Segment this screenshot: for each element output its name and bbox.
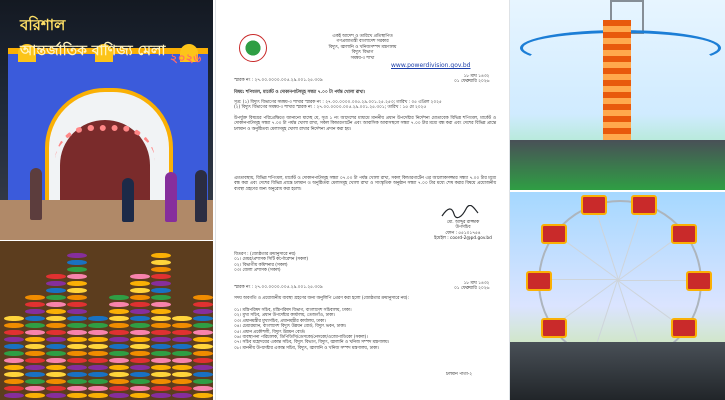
copy-item: ০২। মুখ্য সচিব, প্রধান উপদেষ্টার কার্যালয়, তেজগাঁও, ঢাকা। [234, 313, 336, 319]
bangle-stack [88, 316, 108, 400]
visitor [165, 172, 177, 222]
gondola [671, 318, 697, 338]
doc-header-line: সমন্বয়-৩ শাখা [350, 55, 375, 61]
bangle [46, 281, 66, 286]
bangle [172, 337, 192, 342]
bangle [151, 309, 171, 314]
bangle [25, 393, 45, 398]
bangle [67, 281, 87, 286]
bangle [151, 351, 171, 356]
fair-city: বরিশাল [20, 16, 66, 34]
bangle [193, 302, 213, 307]
bangle [25, 351, 45, 356]
bangle [172, 358, 192, 363]
copy-item: ০১। মন্ত্রিপরিষদ সচিব, মন্ত্রিপরিষদ বিভাগ, বাংলাদেশ সচিবালয়, ঢাকা। [234, 308, 352, 313]
bangle [193, 372, 213, 377]
bangle [67, 309, 87, 314]
bangle-stack [172, 316, 192, 400]
bangle [172, 372, 192, 377]
bangle [67, 330, 87, 335]
doc-reference: (২) বিদ্যুৎ বিভাগের সমন্বয়-৩ শাখার স্মারক নং : ২৭.০০.০০০০.০০৫.২৯.০০১.২৫.৩০১; তারিখ : ১৫ মে ২০২৫ [234, 105, 427, 111]
bangle [67, 253, 87, 258]
bangle [172, 365, 192, 370]
bangle-stall-photo [0, 241, 213, 400]
bangle [130, 330, 150, 335]
doc-subject: বিষয়: শপিংমল, মার্কেট ও দোকানপাটসমূহ সন্ধ্যা ৭.০০ টা পর্যন্ত খোলা রাখা। [234, 90, 366, 95]
bangle [130, 323, 150, 328]
bangle [88, 386, 108, 391]
bangle [130, 302, 150, 307]
bangle [109, 330, 129, 335]
bangle [193, 309, 213, 314]
distribution-item: ০২। বিভাগীয় কমিশনার (সকল) [234, 262, 288, 268]
bangle [109, 351, 129, 356]
bangle [25, 295, 45, 300]
bangle [25, 309, 45, 314]
bangle-stack [109, 295, 129, 400]
bangle [172, 344, 192, 349]
bangle [25, 323, 45, 328]
bangle [88, 379, 108, 384]
bangle [67, 358, 87, 363]
visitor [195, 170, 207, 222]
bangle [151, 288, 171, 293]
bangle-stack [151, 253, 171, 400]
copy-item: ০৬। ব্যবস্থাপনা পরিচালক, ডিপিডিসি/ডেসকো/নেসকো/ওজোপাডিকো (সকল)। [234, 335, 368, 341]
signature [440, 205, 480, 219]
bangle [46, 379, 66, 384]
bangle [109, 379, 129, 384]
bangle [46, 302, 66, 307]
bangle [67, 372, 87, 377]
bangle [151, 267, 171, 272]
bangle [67, 295, 87, 300]
bangle [109, 372, 129, 377]
gondola [686, 271, 712, 291]
bangle [193, 393, 213, 398]
doc-header [216, 34, 509, 61]
doc-header-line: গণপ্রজাতন্ত্রী বাংলাদেশ সরকার [336, 39, 389, 45]
crowd [510, 140, 725, 190]
signer-phone: ফোন : ৫৫১০১৭৫৪ [445, 230, 481, 236]
gondola [541, 224, 567, 244]
bangle [193, 316, 213, 321]
doc-header-line: বিদ্যুৎ বিভাগ [351, 50, 374, 56]
distribution-item: ০৩। জেলা প্রশাসক (সকল) [234, 268, 281, 274]
bangle-stack [193, 295, 213, 400]
bangle [25, 358, 45, 363]
bangle [193, 337, 213, 342]
bangle [193, 365, 213, 370]
doc-copy-list [234, 308, 496, 351]
bangle [130, 337, 150, 342]
doc-date2-bangla: ১৮ মাঘ ১৪৩২ [463, 281, 490, 286]
signer-email: ইমেইল : coord-2@pd.gov.bd [434, 236, 492, 242]
bangle [67, 344, 87, 349]
bangle [151, 260, 171, 265]
visitor [122, 178, 134, 222]
doc-date [454, 74, 489, 85]
doc-date-greg: ০১ ফেব্রুয়ারি ২০২৬ [454, 79, 490, 85]
bangle [193, 295, 213, 300]
bangle [46, 316, 66, 321]
bangle [88, 365, 108, 370]
doc-signer [428, 220, 498, 242]
bangle [193, 386, 213, 391]
bangle-stack [46, 274, 66, 400]
bangle [109, 344, 129, 349]
doc-page-footer: চলমান পাতা-২ [446, 372, 473, 377]
signer-title: উপসচিব [455, 225, 471, 231]
bangle [25, 337, 45, 342]
bangle [4, 379, 24, 384]
distribution-label: বিতরণ : (জ্যেষ্ঠতার ক্রমানুসারে নয়) [234, 252, 296, 257]
fair-banner [20, 14, 202, 65]
bangle [88, 323, 108, 328]
bangle [109, 393, 129, 398]
bangle [151, 365, 171, 370]
bangle [4, 316, 24, 321]
copy-item: ০৩। প্রধানমন্ত্রীর মুখ্যসচিব, প্রধানমন্ত্রীর কার্যালয়, ঢাকা। [234, 318, 326, 324]
crowd [510, 342, 725, 400]
bangle [88, 351, 108, 356]
bangle [88, 337, 108, 342]
copy-item: ০৪। চেয়ারম্যান, বাংলাদেশ বিদ্যুৎ উন্নয়ন বোর্ড, বিদ্যুৎ ভবন, ঢাকা। [234, 324, 347, 330]
government-notice [215, 0, 510, 400]
gondola [541, 318, 567, 338]
bangle [193, 330, 213, 335]
bangle [46, 365, 66, 370]
doc-header-line: একই আদেশ ও তারিখে প্রতিস্থাপিত [332, 34, 393, 39]
bangle [4, 358, 24, 363]
bangle [4, 351, 24, 356]
doc-paragraph-2: এমতাবস্থায়, বিভিন্ন শপিংমল, মার্কেট ও দোকানপাটসমূহ সন্ধ্যা ০৭.০০ টা পর্যন্ত খোলা রাখা, সকল কিন্ডারগার্টেন এর আলোকসজ্জার সন্ধ্যা ৭.০০ টার মধ্যে বন্ধ করা এবং দেশের বিভিন্ন প্রান্তে চলমান ও অনুষ্ঠিতব্য মেলাসমূহ খোলা রাখা ও সাংস্কৃতিক অনুষ্ঠান সন্ধ্যা ৭.০০ টার মধ্যে শেষ করার বিষয়ে প্রয়োজনীয় ব্যবস্থা গ্রহণের জন্য অনুরোধ করা হলো। [234, 176, 496, 192]
bangle [151, 253, 171, 258]
bangle [88, 344, 108, 349]
doc-date-bangla: ১৮ মাঘ ১৪৩২ [463, 74, 490, 79]
fair-gate-photo [0, 0, 213, 240]
bangle [151, 358, 171, 363]
bangle [46, 386, 66, 391]
bangle [130, 365, 150, 370]
doc-date2-greg: ০১ ফেব্রুয়ারি ২০২৬ [454, 286, 490, 292]
bangle [151, 344, 171, 349]
bangle [25, 372, 45, 377]
bangle [172, 386, 192, 391]
bangle [130, 358, 150, 363]
copy-item: ০৫। প্রধান প্রকৌশলী, বিদ্যুৎ উন্নয়ন বোর্ড। [234, 329, 306, 335]
doc-reference: সূত্র: (১) বিদ্যুৎ বিভাগের সমন্বয়-৩ শাখার স্মারক নং : ২৭.০০.০০০০.০০৫.২৯.০০১.২৫.২৫৩; তারিখ : ০৫ এপ্রিল ২০২৫ [234, 100, 442, 105]
doc-header-line: বিদ্যুৎ, জ্বালানি ও খনিজসম্পদ মন্ত্রণালয় [328, 44, 397, 50]
doc-website-link[interactable]: www.powerdivision.gov.bd [391, 62, 471, 69]
bangle [172, 393, 192, 398]
bangle [67, 323, 87, 328]
bangle [130, 379, 150, 384]
bangle [25, 365, 45, 370]
bangle [46, 337, 66, 342]
bangle [25, 379, 45, 384]
bangle [4, 372, 24, 377]
bangle [67, 316, 87, 321]
bangle [4, 330, 24, 335]
bangle [151, 274, 171, 279]
bangle [172, 351, 192, 356]
bangle [67, 302, 87, 307]
gondola [581, 195, 607, 215]
bangle [193, 323, 213, 328]
bangle [130, 393, 150, 398]
bangle [109, 386, 129, 391]
bangle [151, 379, 171, 384]
bangle [172, 379, 192, 384]
bangle [130, 281, 150, 286]
bangle [25, 302, 45, 307]
doc-copy-note: সদয় অবগতি ও প্রয়োজনীয় ব্যবস্থা গ্রহণের জন্য অনুলিপি প্রেরণ করা হলো (জ্যেষ্ঠতার ক্রমানুসারে নয়): [234, 296, 409, 301]
bangle [193, 351, 213, 356]
copy-item: ০৭। সচিব মহোদয়ের একান্ত সচিব, বিদ্যুৎ বিভাগ, বিদ্যুৎ, জ্বালানি ও খনিজ সম্পদ মন্ত্রণালয়। [234, 340, 390, 346]
bangle [25, 330, 45, 335]
bangle [193, 344, 213, 349]
bangle-stack [67, 253, 87, 400]
bangle [130, 351, 150, 356]
bangle [151, 337, 171, 342]
doc-distribution [234, 252, 308, 274]
bangle [172, 316, 192, 321]
bangle [4, 344, 24, 349]
bangle [193, 358, 213, 363]
carousel-ride-photo [510, 0, 725, 190]
fair-name: আন্তর্জাতিক বাণিজ্য মেলা [20, 43, 166, 59]
copy-item: ০৮। মাননীয় উপদেষ্টার একান্ত সচিব, বিদ্যুৎ, জ্বালানি ও খনিজ সম্পদ মন্ত্রণালয়, ঢাকা। [234, 345, 380, 351]
bangle [67, 274, 87, 279]
bangle [130, 274, 150, 279]
bangle [46, 344, 66, 349]
bangle [172, 323, 192, 328]
signer-name: মো. আব্দুর রাজ্জাক [446, 220, 480, 225]
bangle [130, 372, 150, 377]
bangle [172, 330, 192, 335]
bangle [46, 323, 66, 328]
bangle [88, 393, 108, 398]
ride-tower [603, 20, 631, 150]
bangle [151, 330, 171, 335]
bangle [109, 365, 129, 370]
bangle [151, 372, 171, 377]
doc-memo-no-2: স্মারক নং : ২৭.০০.০০০০.০০৫.২৯.০০১.২৫.৩০৯ [234, 285, 323, 290]
bangle [4, 323, 24, 328]
bangle [88, 316, 108, 321]
bangle [67, 365, 87, 370]
bangle [4, 337, 24, 342]
bangle-stack [130, 274, 150, 400]
bangle [4, 365, 24, 370]
bangle [109, 295, 129, 300]
doc-references [234, 100, 496, 111]
bangle [130, 288, 150, 293]
ferris-wheel-photo [510, 192, 725, 400]
distribution-item: ০১। মেয়র/প্রশাসক সিটি কর্পোরেশন (সকল) [234, 257, 309, 263]
bangle [46, 309, 66, 314]
bangle-stack [4, 316, 24, 400]
bangle [109, 358, 129, 363]
bangle [151, 393, 171, 398]
bangle [67, 267, 87, 272]
bangle [151, 295, 171, 300]
doc-date-2 [454, 281, 489, 292]
bangle [151, 386, 171, 391]
bangle [109, 337, 129, 342]
bangle [151, 323, 171, 328]
gondola [631, 195, 657, 215]
bangle [67, 351, 87, 356]
doc-paragraph-1: উপর্যুক্ত বিষয়ের পরিপ্রেক্ষিতে জানানো যাচ্ছে যে, সূত্র ১ নং আদেশের মাধ্যমে মাননীয় প্রধান উপদেষ্টার নির্দেশনা মোতাবেক বিভিন্ন শপিংমল, মার্কেট ও দোকানপাটসমূহ সন্ধ্যা ৭.০০ টা পর্যন্ত খোলা রাখা, সকল কিন্ডারগার্টেন এবং আবাসিক আবাসস্থলে সন্ধ্যা ৭.০০ টার মধ্যে বন্ধ করা এবং দেশের বিভিন্ন প্রান্তে চলমান ও অনুষ্ঠিতব্য মেলাসমূহ খোলা রাখার নির্দেশনা প্রদান করা হয়। [234, 116, 496, 132]
bangle [25, 386, 45, 391]
bangle [109, 302, 129, 307]
bangle [130, 295, 150, 300]
doc-memo-no: স্মারক নং : ২৭.০০.০০০০.০০৫.২৯.০০১.২৫.৩০৯ [234, 78, 323, 83]
bangle [151, 281, 171, 286]
bangle [67, 393, 87, 398]
bangle [67, 386, 87, 391]
bangle [46, 393, 66, 398]
bangle [88, 358, 108, 363]
gondola [671, 224, 697, 244]
bangle [46, 358, 66, 363]
bangle [109, 309, 129, 314]
visitor [30, 168, 42, 220]
bangle [193, 379, 213, 384]
bangle [151, 302, 171, 307]
bangle [130, 386, 150, 391]
bangle [46, 372, 66, 377]
bangle [109, 316, 129, 321]
bangle [46, 288, 66, 293]
bangle [25, 316, 45, 321]
bangle [88, 372, 108, 377]
bangle [130, 344, 150, 349]
bangle [130, 309, 150, 314]
bangle [67, 288, 87, 293]
bangle [46, 295, 66, 300]
bangle [4, 386, 24, 391]
bangle [46, 351, 66, 356]
bangle [151, 316, 171, 321]
bangle [4, 393, 24, 398]
bangle [109, 323, 129, 328]
gondola [526, 271, 552, 291]
bangle [67, 260, 87, 265]
fair-year: ২০২৬ [170, 51, 202, 65]
bangle [130, 316, 150, 321]
bangle [88, 330, 108, 335]
bangle-stack [25, 295, 45, 400]
bangle [67, 379, 87, 384]
bangle [25, 344, 45, 349]
bangle [46, 274, 66, 279]
bangle [46, 330, 66, 335]
bangle [67, 337, 87, 342]
